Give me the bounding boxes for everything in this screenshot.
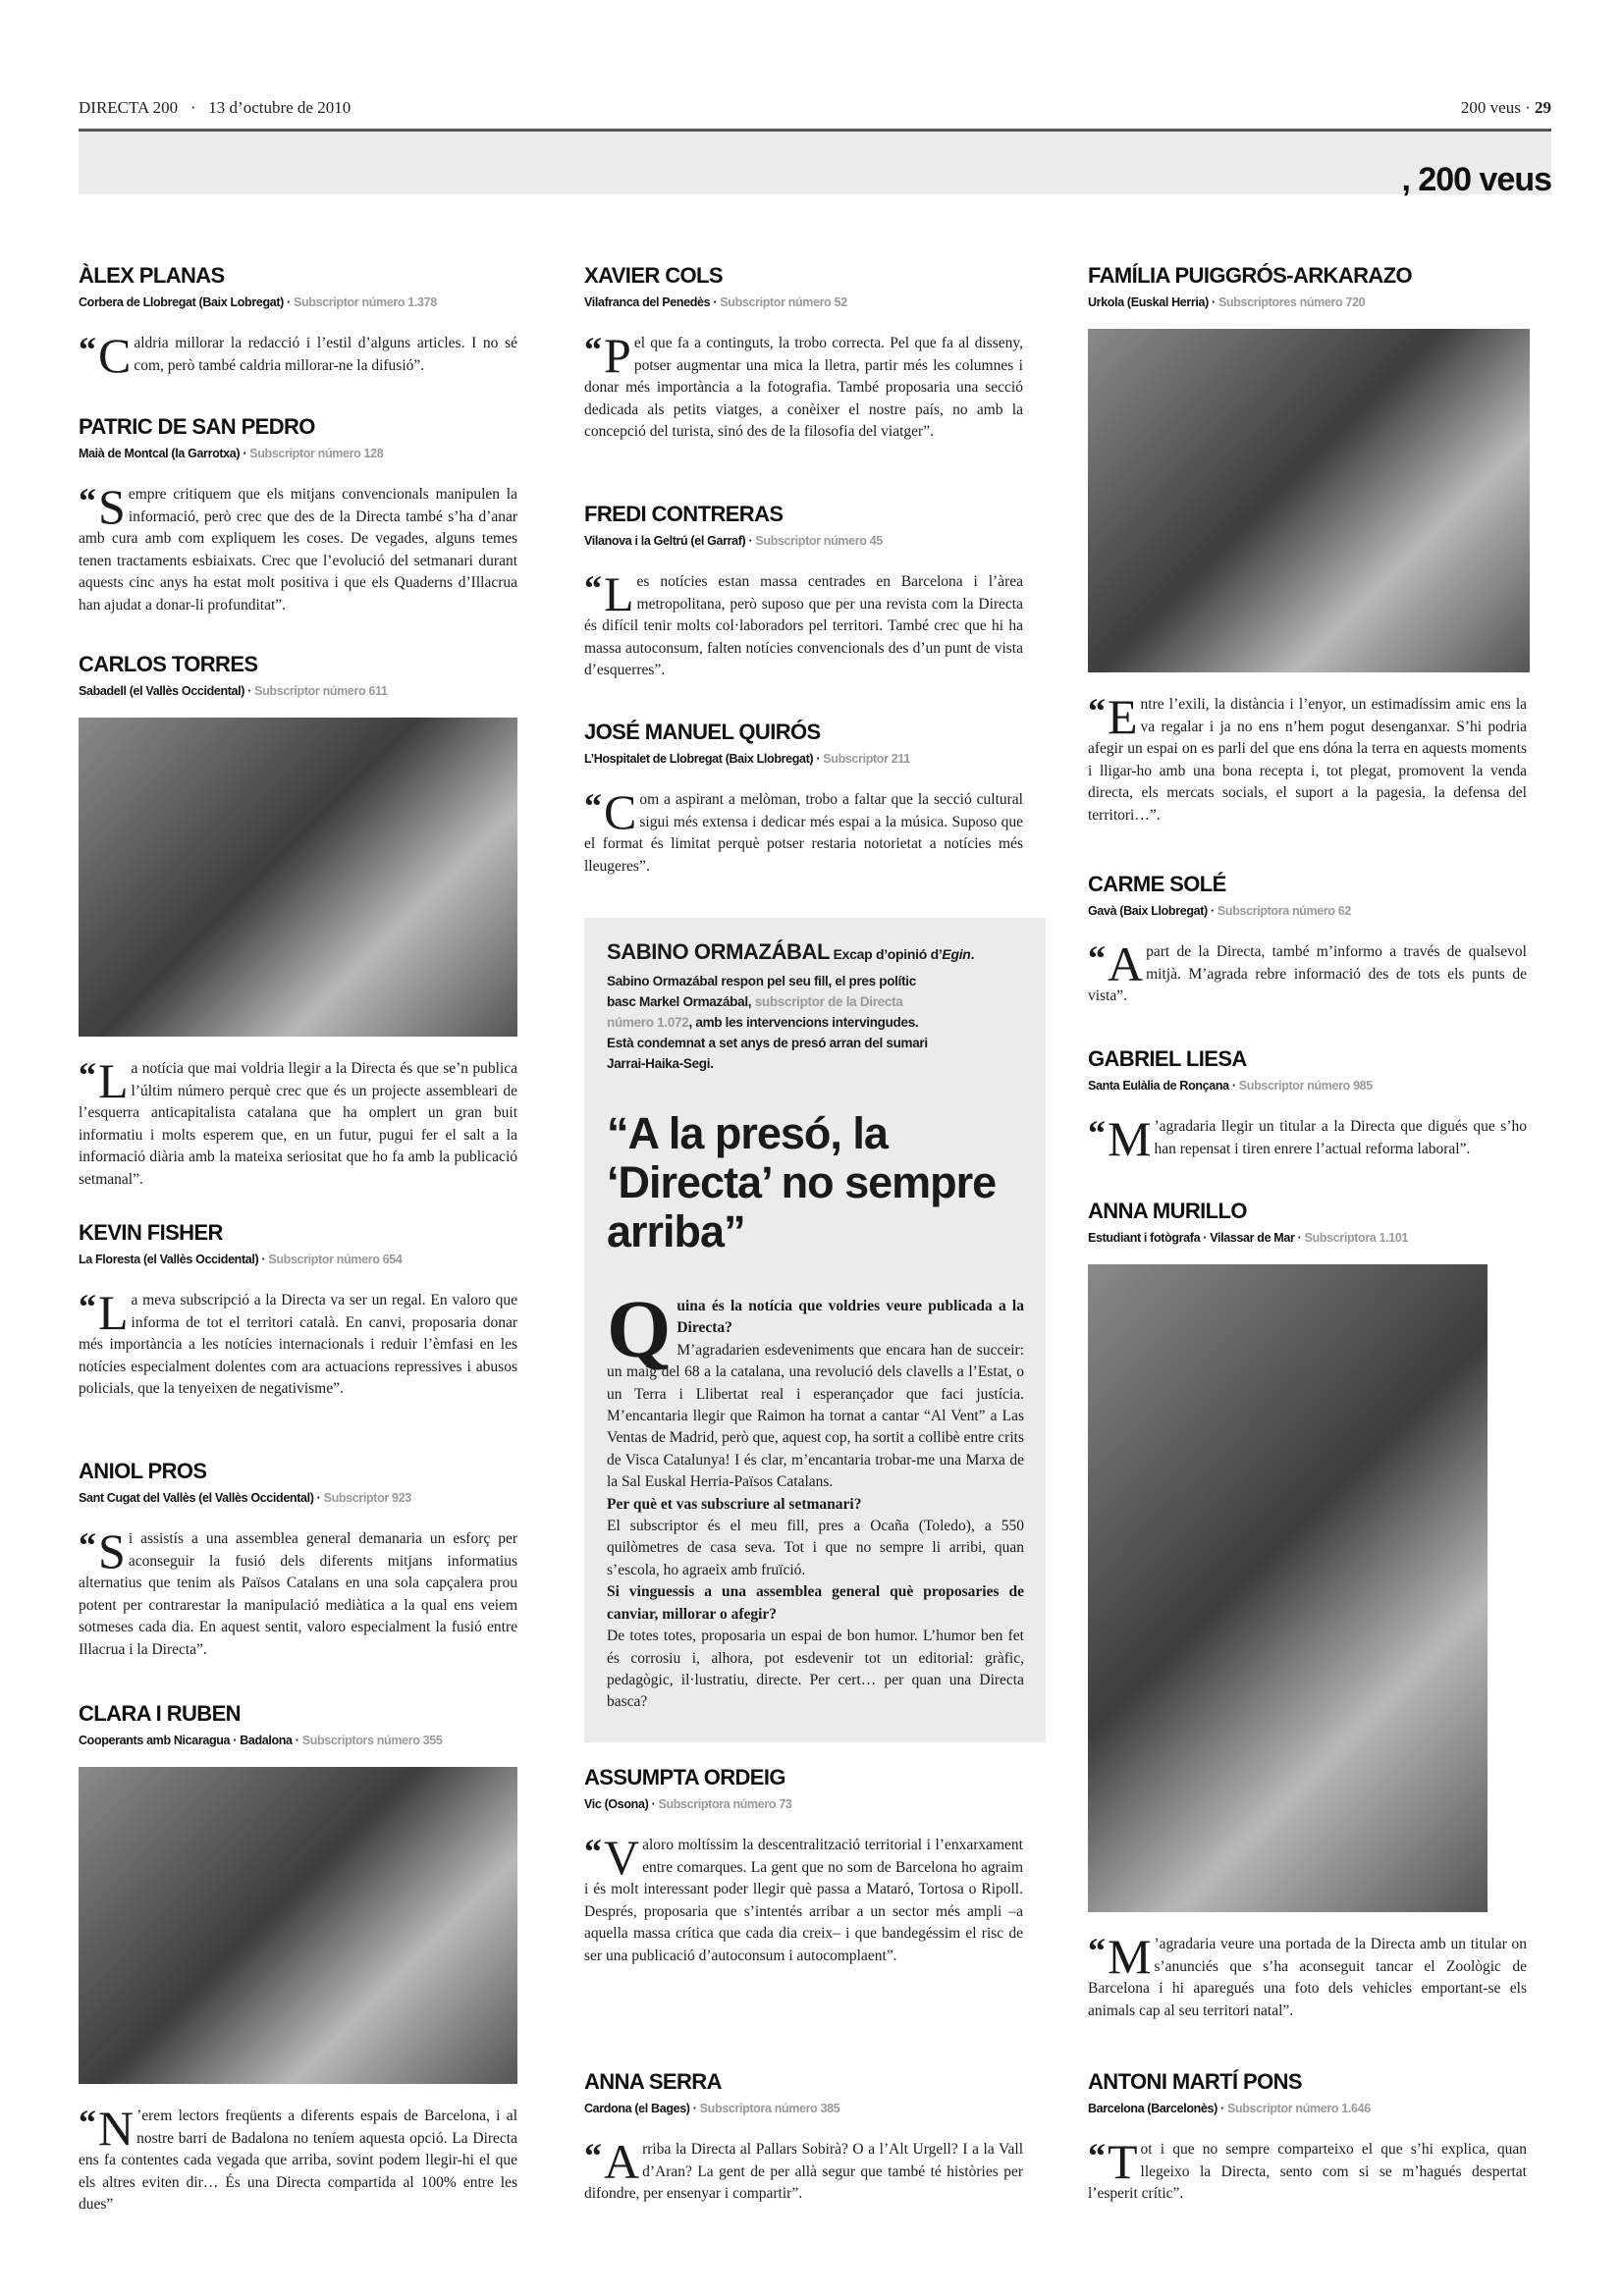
quote-text: a notícia que mai voldria llegir a la Directa és que se’n publica l’últim número perquè crec que és un projecte assembleari de l’esquerra anticapitalista catalana que ha omplert un gran buit informatiu i molts esperem que, en un futur, pugui fer el salt a la informació diària amb la mateixa seriositat que ho fa amb la publicació setmanal”. <box>79 1060 517 1188</box>
testimonial-quote <box>79 479 517 617</box>
testimonial-entry <box>584 2069 1023 2206</box>
drop-cap: E <box>1108 689 1138 744</box>
drop-cap: T <box>1108 2134 1138 2189</box>
header-separator: · <box>189 98 196 117</box>
subscriber-place: Santa Eulàlia de Ronçana · <box>1088 1079 1236 1093</box>
testimonial-quote <box>79 2101 517 2216</box>
subscriber-number: Subscriptor número 1.646 <box>1223 2102 1371 2115</box>
subscriber-place: Estudiant i fotògrafa · Vilassar de Mar · <box>1088 1231 1302 1245</box>
subscriber-place: Barcelona (Barcelonès) · <box>1088 2102 1224 2115</box>
page-number: 29 <box>1535 98 1551 117</box>
section-title: , 200 veus <box>1401 161 1551 198</box>
quote-text: om a aspirant a melòman, trobo a faltar que la secció cultural sigui més extensa i dedicar més espai a la música. Suposo que el format és limitat perquè potser restaria notorietat a notícies més lleugeres”. <box>584 791 1023 875</box>
drop-cap: C <box>98 328 132 383</box>
drop-cap: C <box>604 784 637 839</box>
subscriber-photo <box>79 718 517 1037</box>
quote-text: el que fa a continguts, la trobo correcta. Pel que fa al disseny, potser augmentar una mica la lletra, partir més les columnes i donar més importància a la fotografia. També proposaria una secció dedicada als petits viatges, a conèixer el nostre país, no amb la concepció del turista, sinó des de la filosofia del viatger”. <box>584 335 1023 441</box>
drop-cap: S <box>98 1523 126 1578</box>
interview-heading <box>607 939 1024 965</box>
interviewee-name: SABINO ORMAZÁBAL <box>607 939 831 964</box>
quote-mark: “ <box>79 330 96 369</box>
testimonial-entry <box>1088 1046 1527 1166</box>
subscriber-number: Subscriptora número 73 <box>655 1797 792 1811</box>
subscriber-place: Corbera de Llobregat (Baix Lobregat) · <box>79 295 291 309</box>
subscriber-number: Subscriptor número 985 <box>1235 1079 1373 1093</box>
testimonial-entry <box>584 263 1023 444</box>
quote-mark: “ <box>79 1525 96 1565</box>
subscriber-meta <box>1088 1077 1527 1095</box>
quote-text: part de la Directa, també m’informo a través de qualsevol mitjà. M’agrada rebre informació des de tots els punts de vista”. <box>1088 943 1527 1005</box>
testimonial-quote <box>79 1285 517 1401</box>
quote-mark: “ <box>584 568 602 608</box>
subscriber-meta <box>79 1732 517 1749</box>
subscriber-number: Subscriptor 211 <box>820 752 910 766</box>
interview-box <box>584 918 1046 1742</box>
subscriber-number: Subscriptores número 720 <box>1215 295 1366 309</box>
subscriber-meta <box>79 445 517 462</box>
subscriber-name: ANIOL PROS <box>79 1459 207 1483</box>
testimonial-entry <box>79 1459 517 1662</box>
quote-mark: “ <box>79 481 96 520</box>
quote-text: ’agradaria veure una portada de la Directa amb un titular on s’anunciés que s’ha aconseguit tancar el Zoològic de Barcelona i hi aparegués una foto dels vehicles emportant-se els animals cap al seu territori natal”. <box>1088 1936 1527 2019</box>
interview-headline: “A la presó, la ‘Directa’ no sempre arriba” <box>607 1108 997 1256</box>
subscriber-photo <box>1088 1264 1488 1912</box>
testimonial-quote <box>584 328 1023 444</box>
subscriber-place: La Floresta (el Vallès Occidental) · <box>79 1253 266 1266</box>
subscriber-place: Gavà (Baix Llobregat) · <box>1088 904 1215 918</box>
testimonial-entry <box>1088 872 1527 1008</box>
testimonial-quote <box>79 328 517 383</box>
subscriber-name: GABRIEL LIESA <box>1088 1046 1247 1071</box>
question: Si vinguessis a una assemblea general què proposaries de canviar, millorar o afegir? <box>607 1583 1024 1623</box>
quote-mark: “ <box>584 786 602 826</box>
subscriber-number: Subscriptor número 611 <box>251 684 388 698</box>
quote-text: ntre l’exili, la distància i l’enyor, un estimadíssim amic ens la va regalar i ja no ens n’hem pogut desenganxar. S’hi podria afegir un espai on es parli del que ens dóna la terra en aquests moments i lligar-ho amb una bona recepta i, tot plegat, promovent la venda directa, els mercats socials, el suport a la pagesia, la defensa del territori…”. <box>1088 696 1527 824</box>
subscriber-place: Cooperants amb Nicaragua · Badalona · <box>79 1734 299 1747</box>
testimonial-entry <box>79 652 517 1192</box>
quote-text: aldria millorar la redacció i l’estil d’alguns articles. I no sé com, però també caldria millorar-ne la difusió”. <box>134 335 517 374</box>
drop-cap: N <box>98 2101 135 2156</box>
subscriber-name: FREDI CONTRERAS <box>584 502 784 526</box>
subscriber-number: Subscriptor 923 <box>320 1491 411 1505</box>
quote-text: a meva subscripció a la Directa va ser un regal. En valoro que informa de tot el territori català. En canvi, proposaria donar més importància a les notícies internacionals i reduir l’èmfasi en les notícies especialment dolentes com ara actuacions repressives i abusos policials, que la tenyeixen de negativisme”. <box>79 1292 517 1398</box>
quote-text: es notícies estan massa centrades en Barcelona i l’àrea metropolitana, però suposo que per una revista com la Directa és difícil tenir molts col·laboradors pel territori. També crec que hi ha massa autoconsum, falten notícies convencionals des d’un punt de vista d’esquerres”. <box>584 573 1023 679</box>
testimonial-entry <box>584 1765 1023 1968</box>
subscriber-photo <box>79 1767 517 2084</box>
subscriber-number: Subscriptor número 52 <box>717 295 847 309</box>
subscriber-name: ANTONI MARTÍ PONS <box>1088 2069 1302 2094</box>
subscriber-name: ÀLEX PLANAS <box>79 263 225 288</box>
testimonial-quote <box>79 1523 517 1662</box>
testimonial-quote <box>1088 1929 1527 2022</box>
testimonial-quote <box>584 566 1023 682</box>
subscriber-place: Sabadell (el Vallès Occidental) · <box>79 684 252 698</box>
subscriber-name: CLARA I RUBEN <box>79 1701 241 1726</box>
subscriber-photo <box>1088 329 1530 672</box>
section-label: 200 veus · <box>1460 98 1531 117</box>
answer: M’agradarien esdeveniments que encara han de succeir: un maig del 68 a la catalana, una revolució dels clavells a l’Estat, o un Terra i Llibertat real i esperançador que faci justícia. M’encantaria llegir que Raimon ha tornat a cantar “Al Vent” a Las Ventas de Madrid, però que, aquest cop, ha sortit a collibè entre crits de Visca Catalunya! I és clar, m’encantaria trobar-me una Marxa de la Sal Euskal Herria-Països Catalans. <box>607 1341 1024 1491</box>
subscriber-name: FAMÍLIA PUIGGRÓS-ARKARAZO <box>1088 263 1413 288</box>
subscriber-place: Cardona (el Bages) · <box>584 2102 697 2115</box>
testimonial-entry <box>79 263 517 383</box>
quote-mark: “ <box>79 2103 96 2142</box>
drop-cap: L <box>98 1285 129 1340</box>
issue-date: 13 d’octubre de 2010 <box>208 98 352 117</box>
quote-text: ot i que no sempre comparteixo el que s’hi explica, quan llegeixo la Directa, sento com si se m’hagués despertat l’esperit crític”. <box>1088 2141 1527 2203</box>
running-header-right <box>1461 98 1551 118</box>
testimonial-quote <box>584 2134 1023 2206</box>
subscriber-meta <box>1088 294 1527 311</box>
answer: El subscriptor és el meu fill, pres a Ocaña (Toledo), a 550 quilòmetres de casa seva. Tot i que no sempre li arribi, quan s’escola, ho agraeix amb fruïció. <box>607 1518 1024 1578</box>
subscriber-number: Subscriptor número 128 <box>246 447 384 460</box>
drop-cap: L <box>604 566 634 621</box>
quote-text: aloro moltíssim la descentralització territorial i l’enxarxament entre comarques. La gent que no som de Barcelona ho agraim i és molt interessant poder llegir què passa a Mataró, Tortosa o Ripoll. Després, proposaria que s’intentés arribar a un sector més ampli –a aquella massa crítica que cada dia creix– i que bandegéssim el risc de ser una publicació d’autoconsum i autocomplaent”. <box>584 1837 1023 1964</box>
quote-mark: “ <box>1088 1931 1106 1970</box>
subscriber-number: Subscriptors número 355 <box>298 1734 443 1747</box>
testimonial-entry <box>584 502 1023 682</box>
subscriber-place: Maià de Montcal (la Garrotxa) · <box>79 447 247 460</box>
testimonial-entry <box>79 1220 517 1401</box>
testimonial-quote <box>1088 2134 1527 2206</box>
subscriber-name: ASSUMPTA ORDEIG <box>584 1765 785 1789</box>
subscriber-meta <box>79 1489 517 1507</box>
subscriber-name: KEVIN FISHER <box>79 1220 223 1245</box>
subscriber-meta <box>1088 2100 1527 2117</box>
drop-cap: M <box>1108 1111 1152 1166</box>
subscriber-place: Vilafranca del Penedès · <box>584 295 718 309</box>
quote-mark: “ <box>79 1287 96 1326</box>
subscriber-name: ANNA SERRA <box>584 2069 722 2094</box>
quote-text: rriba la Directa al Pallars Sobirà? O a l’Alt Urgell? I a la Vall d’Aran? La gent de per allà segur que també té històries per difondre, per ensenyar i compartir”. <box>584 2141 1023 2203</box>
drop-cap: M <box>1108 1929 1152 1984</box>
drop-cap: A <box>604 2134 640 2189</box>
testimonial-quote <box>584 1830 1023 1968</box>
testimonial-entry <box>1088 1199 1527 2022</box>
testimonial-quote <box>79 1053 517 1192</box>
quote-mark: “ <box>1088 691 1106 730</box>
subscriber-name: PATRIC DE SAN PEDRO <box>79 414 315 439</box>
quote-mark: “ <box>1088 1113 1106 1152</box>
testimonial-quote <box>584 784 1023 878</box>
testimonial-quote <box>1088 936 1527 1008</box>
testimonial-entry <box>1088 2069 1527 2206</box>
answer: De totes totes, proposaria un espai de bon humor. L’humor ben fet és corrosiu i, alhora, pot esdevenir tot un editorial: gràfic, pedagògic, il·lustratiu, directe. Per cert… per quan una Directa basca? <box>607 1628 1024 1711</box>
drop-cap: V <box>604 1830 640 1885</box>
question: uina és la notícia que voldries veure publicada a la Directa? <box>676 1298 1024 1337</box>
drop-cap: S <box>98 479 126 534</box>
subscriber-meta <box>584 750 1023 768</box>
subscriber-name: ANNA MURILLO <box>1088 1199 1247 1223</box>
subscriber-number: Subscriptora 1.101 <box>1301 1231 1409 1245</box>
interviewee-role: Excap d’opinió d’Egin. <box>830 946 975 962</box>
testimonial-entry <box>584 720 1023 878</box>
subscriber-place: Sant Cugat del Vallès (el Vallès Occidental) · <box>79 1491 321 1505</box>
interview-qa <box>607 1284 1024 1714</box>
section-band <box>79 132 1551 194</box>
subscriber-number: Subscriptor número 1.378 <box>290 295 437 309</box>
testimonial-quote <box>1088 689 1527 828</box>
subscriber-name: XAVIER COLS <box>584 263 723 288</box>
quote-text: i assistís a una assemblea general demanaria un esforç per aconseguir la fusió dels diferents mitjans informatius alternatius que tenim als Països Catalans en una sola capçalera prou potent per contrarestar la manipulació mediàtica a la qual ens veiem sotmeses cada dia. En aquest sentit, valoro especialment la fusió entre Illacrua i la Directa”. <box>79 1530 517 1658</box>
subscriber-number: Subscriptor número 45 <box>752 534 883 548</box>
subscriber-name: JOSÉ MANUEL QUIRÓS <box>584 720 821 744</box>
quote-mark: “ <box>584 330 602 369</box>
subscriber-number: Subscriptora número 385 <box>696 2102 840 2115</box>
subscriber-meta <box>1088 902 1527 920</box>
drop-cap: Q <box>607 1284 672 1375</box>
running-header-left <box>79 98 351 118</box>
drop-cap: A <box>1108 936 1144 991</box>
quote-text: empre critiquem que els mitjans convencionals manipulen la informació, però crec que des de la Directa també s’ha d’anar amb cura amb com expliquem les coses. De vegades, alguns temes tenen tractaments esbiaixats. Crec que l’evolució del setmanari durant aquests cinc anys ha estat molt positiva i que els Quaderns d’Illacrua han ajudat a donar-li profunditat”. <box>79 486 517 614</box>
question: Per què et vas subscriure al setmanari? <box>607 1495 862 1513</box>
interview-intro: Sabino Ormazábal respon pel seu fill, el pres polític basc Markel Ormazábal, subscriptor de la Directa número 1.072, amb les intervencions intervingudes. Està condemnat a set anys de presó arran del sumari Jarrai-Haika-Segi. <box>607 974 928 1071</box>
subscriber-meta <box>1088 1229 1527 1247</box>
testimonial-entry <box>79 1701 517 2216</box>
subscriber-meta <box>79 294 517 311</box>
quote-text: ’agradaria llegir un titular a la Directa que digués que s’ho han repensat i tiren enrere l’actual reforma laboral”. <box>1154 1118 1527 1157</box>
quote-mark: “ <box>79 1055 96 1095</box>
testimonial-entry <box>79 414 517 617</box>
subscriber-number: Subscriptora número 62 <box>1214 904 1352 918</box>
subscriber-meta <box>584 2100 1023 2117</box>
subscriber-place: Urkola (Euskal Herria) · <box>1088 295 1216 309</box>
subscriber-place: L’Hospitalet de Llobregat (Baix Llobregat) · <box>584 752 821 766</box>
subscriber-place: Vilanova i la Geltrú (el Garraf) · <box>584 534 753 548</box>
quote-mark: “ <box>1088 938 1106 978</box>
subscriber-place: Vic (Osona) · <box>584 1797 656 1811</box>
testimonial-quote <box>1088 1111 1527 1166</box>
publication-name: DIRECTA 200 <box>79 98 179 117</box>
subscriber-meta <box>584 532 1023 550</box>
quote-mark: “ <box>584 2136 602 2175</box>
subscriber-meta <box>79 1251 517 1268</box>
subscriber-name: CARME SOLÉ <box>1088 872 1226 896</box>
quote-text: ’erem lectors freqüents a diferents espais de Barcelona, i al nostre barri de Badalona no teníem aquesta opció. La Directa ens fa contentes cada vegada que arriba, sovint podem llegir-hi el que els altres eviten dir… És una Directa compartida al 100% entre les dues” <box>79 2108 517 2214</box>
drop-cap: P <box>604 328 631 383</box>
quote-mark: “ <box>584 1832 602 1871</box>
subscriber-meta <box>79 682 517 700</box>
subscriber-meta <box>584 1795 1023 1813</box>
quote-mark: “ <box>1088 2136 1106 2175</box>
drop-cap: L <box>98 1053 129 1108</box>
testimonial-entry <box>1088 263 1527 828</box>
subscriber-meta <box>584 294 1023 311</box>
subscriber-number: Subscriptor número 654 <box>265 1253 403 1266</box>
subscriber-name: CARLOS TORRES <box>79 652 258 676</box>
